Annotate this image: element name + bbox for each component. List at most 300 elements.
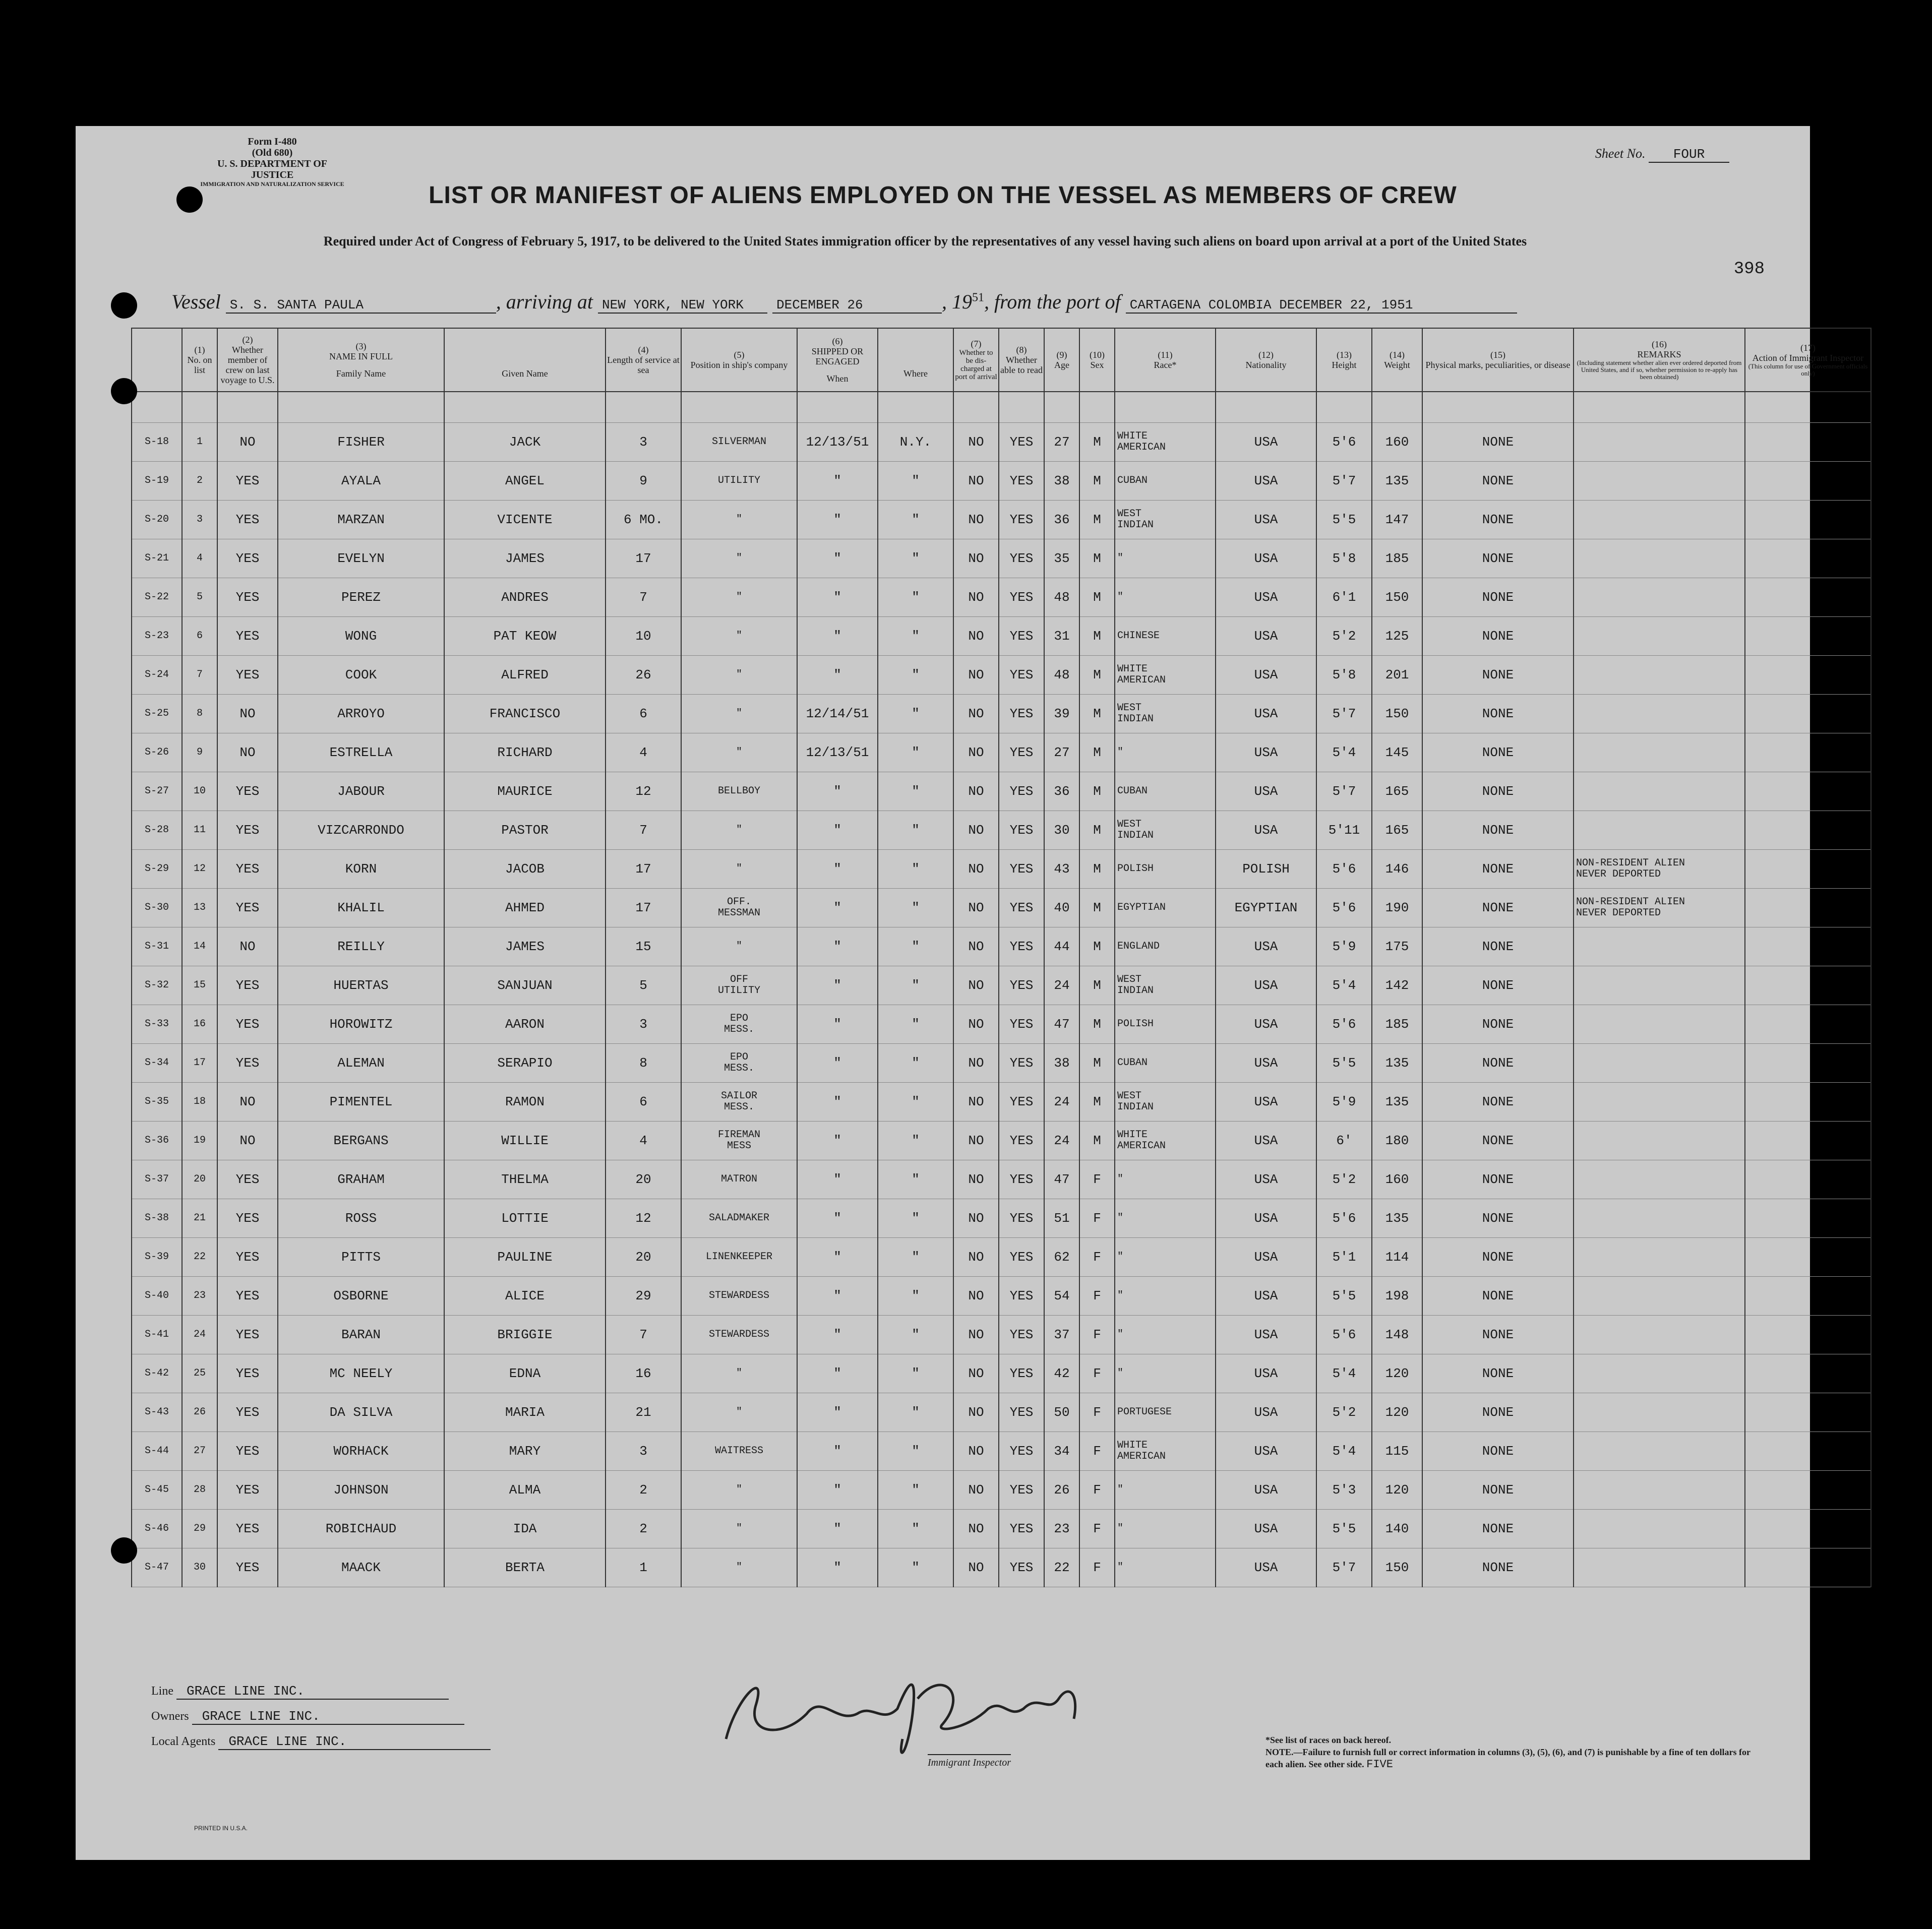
row-age: 40 (1044, 889, 1079, 927)
row-read: YES (999, 617, 1044, 656)
row-inspector-action (1745, 1044, 1871, 1083)
row-length-service: 16 (606, 1354, 681, 1393)
row-age: 24 (1044, 1083, 1079, 1122)
row-list-number: 26 (182, 1393, 217, 1432)
row-shipped-when: " (797, 1044, 878, 1083)
row-read: YES (999, 501, 1044, 539)
row-family-name: EVELYN (278, 539, 444, 578)
row-remarks (1574, 656, 1745, 695)
sheet-number (1595, 146, 1729, 163)
row-list-number: 13 (182, 889, 217, 927)
row-physical-marks: NONE (1422, 1548, 1574, 1587)
row-family-name: FISHER (278, 423, 444, 462)
row-shipped-where: " (878, 1238, 953, 1277)
row-position: " (681, 1393, 797, 1432)
row-last-voyage: YES (217, 1238, 278, 1277)
row-shipped-where: " (878, 501, 953, 539)
row-family-name: ROSS (278, 1199, 444, 1238)
row-age: 36 (1044, 772, 1079, 811)
row-family-name: ARROYO (278, 695, 444, 733)
row-race: " (1115, 1199, 1216, 1238)
header-length-service: (4) Length of service at sea (606, 328, 681, 392)
crew-row (132, 423, 1871, 462)
row-length-service: 10 (606, 617, 681, 656)
row-shipped-where: " (878, 733, 953, 772)
row-age: 24 (1044, 966, 1079, 1005)
row-discharged: NO (953, 811, 999, 850)
row-length-service: 4 (606, 1122, 681, 1160)
row-length-service: 12 (606, 772, 681, 811)
header-list-number: (1) No. on list (182, 328, 217, 392)
header-position: (5) Position in ship's company (681, 328, 797, 392)
punch-hole (111, 292, 137, 319)
row-discharged: NO (953, 1238, 999, 1277)
row-shipped-when: " (797, 617, 878, 656)
row-age: 27 (1044, 423, 1079, 462)
row-height: 5'3 (1316, 1471, 1372, 1510)
arrival-date: DECEMBER 26 (772, 297, 942, 314)
row-list-number: 21 (182, 1199, 217, 1238)
row-list-number: 5 (182, 578, 217, 617)
row-last-voyage: YES (217, 1160, 278, 1199)
row-physical-marks: NONE (1422, 501, 1574, 539)
row-family-name: BARAN (278, 1316, 444, 1354)
row-age: 38 (1044, 1044, 1079, 1083)
row-height: 5'5 (1316, 1277, 1372, 1316)
row-discharged: NO (953, 1548, 999, 1587)
row-shipped-where: N.Y. (878, 423, 953, 462)
row-age: 24 (1044, 1122, 1079, 1160)
row-physical-marks: NONE (1422, 1393, 1574, 1432)
row-list-number: 30 (182, 1548, 217, 1587)
row-race: " (1115, 1548, 1216, 1587)
row-height: 5'5 (1316, 1044, 1372, 1083)
row-position: MATRON (681, 1160, 797, 1199)
row-physical-marks: NONE (1422, 423, 1574, 462)
page-stamp-number: 398 (1733, 260, 1765, 279)
row-nationality: USA (1216, 1005, 1316, 1044)
row-family-name: HUERTAS (278, 966, 444, 1005)
row-length-service: 2 (606, 1510, 681, 1548)
row-nationality: USA (1216, 1354, 1316, 1393)
header-discharged: (7) Whether to be dis-charged at port of arrival (953, 328, 999, 392)
row-inspector-action (1745, 1199, 1871, 1238)
row-discharged: NO (953, 617, 999, 656)
row-age: 44 (1044, 927, 1079, 966)
row-family-name: ROBICHAUD (278, 1510, 444, 1548)
row-remarks (1574, 1238, 1745, 1277)
row-position: " (681, 695, 797, 733)
row-weight: 125 (1372, 617, 1422, 656)
row-height: 5'11 (1316, 811, 1372, 850)
row-last-voyage: YES (217, 811, 278, 850)
row-remarks (1574, 1199, 1745, 1238)
row-position: OFF UTILITY (681, 966, 797, 1005)
row-age: 31 (1044, 617, 1079, 656)
row-discharged: NO (953, 927, 999, 966)
row-inspector-action (1745, 1238, 1871, 1277)
row-height: 5'1 (1316, 1238, 1372, 1277)
row-list-number: 14 (182, 927, 217, 966)
row-family-name: AYALA (278, 462, 444, 501)
row-read: YES (999, 1316, 1044, 1354)
row-position: STEWARDESS (681, 1316, 797, 1354)
row-last-voyage: YES (217, 1005, 278, 1044)
row-sheet-id: S-23 (132, 617, 182, 656)
vessel-name: S. S. SANTA PAULA (226, 297, 496, 314)
arrival-year: 51 (972, 291, 984, 304)
row-given-name: SANJUAN (444, 966, 606, 1005)
row-weight: 180 (1372, 1122, 1422, 1160)
row-list-number: 4 (182, 539, 217, 578)
row-race: " (1115, 578, 1216, 617)
row-discharged: NO (953, 1044, 999, 1083)
row-remarks (1574, 423, 1745, 462)
row-sex: F (1079, 1432, 1115, 1471)
row-family-name: HOROWITZ (278, 1005, 444, 1044)
crew-row (132, 927, 1871, 966)
crew-row (132, 811, 1871, 850)
row-read: YES (999, 1083, 1044, 1122)
row-read: YES (999, 1199, 1044, 1238)
crew-row (132, 1393, 1871, 1432)
row-physical-marks: NONE (1422, 889, 1574, 927)
row-race: CHINESE (1115, 617, 1216, 656)
row-list-number: 22 (182, 1238, 217, 1277)
row-physical-marks: NONE (1422, 617, 1574, 656)
row-nationality: POLISH (1216, 850, 1316, 889)
row-sex: F (1079, 1316, 1115, 1354)
row-remarks (1574, 695, 1745, 733)
row-last-voyage: YES (217, 1471, 278, 1510)
row-sex: M (1079, 733, 1115, 772)
row-length-service: 20 (606, 1160, 681, 1199)
row-shipped-where: " (878, 1277, 953, 1316)
crew-row (132, 966, 1871, 1005)
row-remarks (1574, 1548, 1745, 1587)
crew-row (132, 733, 1871, 772)
row-remarks (1574, 1122, 1745, 1160)
row-shipped-when: " (797, 539, 878, 578)
row-family-name: WONG (278, 617, 444, 656)
row-given-name: ALMA (444, 1471, 606, 1510)
from-label: , from the port of (984, 290, 1121, 313)
row-length-service: 15 (606, 927, 681, 966)
row-read: YES (999, 733, 1044, 772)
row-race: " (1115, 1510, 1216, 1548)
row-last-voyage: YES (217, 1044, 278, 1083)
row-age: 43 (1044, 850, 1079, 889)
row-last-voyage: YES (217, 1432, 278, 1471)
row-inspector-action (1745, 1083, 1871, 1122)
row-nationality: USA (1216, 501, 1316, 539)
row-sex: M (1079, 927, 1115, 966)
row-shipped-when: " (797, 578, 878, 617)
row-age: 22 (1044, 1548, 1079, 1587)
row-last-voyage: YES (217, 1354, 278, 1393)
row-list-number: 11 (182, 811, 217, 850)
row-race: " (1115, 1471, 1216, 1510)
row-shipped-when: " (797, 1393, 878, 1432)
row-read: YES (999, 462, 1044, 501)
row-weight: 120 (1372, 1393, 1422, 1432)
row-shipped-when: " (797, 889, 878, 927)
row-given-name: FRANCISCO (444, 695, 606, 733)
row-sheet-id: S-42 (132, 1354, 182, 1393)
row-race: PORTUGESE (1115, 1393, 1216, 1432)
row-age: 36 (1044, 501, 1079, 539)
row-given-name: MARIA (444, 1393, 606, 1432)
row-remarks (1574, 927, 1745, 966)
row-last-voyage: NO (217, 1122, 278, 1160)
row-given-name: AARON (444, 1005, 606, 1044)
row-height: 5'6 (1316, 889, 1372, 927)
row-remarks (1574, 1432, 1745, 1471)
row-shipped-where: " (878, 850, 953, 889)
row-height: 5'2 (1316, 617, 1372, 656)
row-list-number: 15 (182, 966, 217, 1005)
row-shipped-where: " (878, 927, 953, 966)
row-given-name: ALFRED (444, 656, 606, 695)
row-sheet-id: S-37 (132, 1160, 182, 1199)
row-given-name: WILLIE (444, 1122, 606, 1160)
service-name: IMMIGRATION AND NATURALIZATION SERVICE (200, 180, 344, 188)
row-family-name: KHALIL (278, 889, 444, 927)
row-position: " (681, 578, 797, 617)
row-nationality: USA (1216, 656, 1316, 695)
header-height: (13) Height (1316, 328, 1372, 392)
row-length-service: 3 (606, 423, 681, 462)
row-sheet-id: S-21 (132, 539, 182, 578)
row-shipped-where: " (878, 1083, 953, 1122)
row-inspector-action (1745, 1005, 1871, 1044)
row-nationality: USA (1216, 1238, 1316, 1277)
row-read: YES (999, 927, 1044, 966)
row-remarks (1574, 1160, 1745, 1199)
row-length-service: 26 (606, 656, 681, 695)
row-weight: 120 (1372, 1354, 1422, 1393)
crew-row (132, 1510, 1871, 1548)
row-nationality: USA (1216, 1510, 1316, 1548)
row-inspector-action (1745, 695, 1871, 733)
row-shipped-when: " (797, 927, 878, 966)
row-physical-marks: NONE (1422, 1160, 1574, 1199)
row-sex: M (1079, 501, 1115, 539)
crew-row (132, 1083, 1871, 1122)
row-shipped-where: " (878, 617, 953, 656)
row-physical-marks: NONE (1422, 733, 1574, 772)
row-age: 34 (1044, 1432, 1079, 1471)
penalty-note: NOTE.—Failure to furnish full or correct information in columns (3), (5), (6), and (7) is punishable by a fine of ten dollars for each alien. See other side. (1265, 1747, 1750, 1769)
row-nationality: USA (1216, 1122, 1316, 1160)
header-physical-marks: (15) Physical marks, peculiarities, or disease (1422, 328, 1574, 392)
row-sex: M (1079, 1122, 1115, 1160)
row-weight: 198 (1372, 1277, 1422, 1316)
row-given-name: MAURICE (444, 772, 606, 811)
row-read: YES (999, 539, 1044, 578)
row-remarks: NON-RESIDENT ALIEN NEVER DEPORTED (1574, 889, 1745, 927)
row-given-name: AHMED (444, 889, 606, 927)
row-shipped-when: " (797, 1160, 878, 1199)
departure-port: CARTAGENA COLOMBIA DECEMBER 22, 1951 (1126, 297, 1517, 314)
row-sex: F (1079, 1199, 1115, 1238)
row-inspector-action (1745, 733, 1871, 772)
row-list-number: 2 (182, 462, 217, 501)
row-weight: 201 (1372, 656, 1422, 695)
crew-row (132, 1122, 1871, 1160)
row-shipped-when: " (797, 772, 878, 811)
row-position: " (681, 811, 797, 850)
row-nationality: USA (1216, 1548, 1316, 1587)
crew-row (132, 772, 1871, 811)
row-inspector-action (1745, 927, 1871, 966)
row-age: 30 (1044, 811, 1079, 850)
agents-label: Local Agents (151, 1735, 216, 1748)
row-shipped-where: " (878, 1354, 953, 1393)
row-nationality: USA (1216, 927, 1316, 966)
row-sheet-id: S-20 (132, 501, 182, 539)
row-list-number: 27 (182, 1432, 217, 1471)
row-remarks (1574, 1005, 1745, 1044)
row-given-name: ANDRES (444, 578, 606, 617)
row-physical-marks: NONE (1422, 462, 1574, 501)
header-shipped-where: Where (878, 328, 953, 392)
row-age: 23 (1044, 1510, 1079, 1548)
row-position: UTILITY (681, 462, 797, 501)
crew-row (132, 501, 1871, 539)
row-position: " (681, 1354, 797, 1393)
row-sheet-id: S-33 (132, 1005, 182, 1044)
row-nationality: USA (1216, 1160, 1316, 1199)
row-last-voyage: YES (217, 1277, 278, 1316)
row-physical-marks: NONE (1422, 578, 1574, 617)
row-discharged: NO (953, 462, 999, 501)
row-remarks (1574, 1044, 1745, 1083)
form-identifier (197, 136, 348, 188)
row-weight: 160 (1372, 423, 1422, 462)
row-read: YES (999, 889, 1044, 927)
row-given-name: RICHARD (444, 733, 606, 772)
row-family-name: KORN (278, 850, 444, 889)
row-remarks (1574, 1471, 1745, 1510)
row-sex: M (1079, 423, 1115, 462)
row-list-number: 23 (182, 1277, 217, 1316)
row-weight: 147 (1372, 501, 1422, 539)
row-sex: M (1079, 811, 1115, 850)
row-nationality: USA (1216, 578, 1316, 617)
row-given-name: LOTTIE (444, 1199, 606, 1238)
row-position: " (681, 927, 797, 966)
row-last-voyage: NO (217, 733, 278, 772)
row-physical-marks: NONE (1422, 772, 1574, 811)
row-last-voyage: YES (217, 617, 278, 656)
row-age: 37 (1044, 1316, 1079, 1354)
header-read: (8) Whether able to read (999, 328, 1044, 392)
row-discharged: NO (953, 1393, 999, 1432)
row-remarks (1574, 1083, 1745, 1122)
row-last-voyage: YES (217, 1393, 278, 1432)
row-remarks (1574, 578, 1745, 617)
crew-row (132, 1432, 1871, 1471)
header-spacer-row (132, 392, 1871, 423)
row-length-service: 4 (606, 733, 681, 772)
header-weight: (14) Weight (1372, 328, 1422, 392)
row-inspector-action (1745, 811, 1871, 850)
row-nationality: USA (1216, 695, 1316, 733)
page-subtitle: Required under Act of Congress of February 5, 1917, to be delivered to the United States immigration officer by the representatives of any vessel having such aliens on board upon arrival at a port of the United States (323, 234, 1527, 248)
row-given-name: JACK (444, 423, 606, 462)
row-sheet-id: S-32 (132, 966, 182, 1005)
row-sheet-id: S-41 (132, 1316, 182, 1354)
row-inspector-action (1745, 1316, 1871, 1354)
header-nationality: (12) Nationality (1216, 328, 1316, 392)
row-race: WHITE AMERICAN (1115, 656, 1216, 695)
row-sheet-id: S-19 (132, 462, 182, 501)
row-height: 6' (1316, 1122, 1372, 1160)
row-family-name: DA SILVA (278, 1393, 444, 1432)
row-sheet-id: S-28 (132, 811, 182, 850)
row-race: WEST INDIAN (1115, 1083, 1216, 1122)
row-length-service: 29 (606, 1277, 681, 1316)
row-list-number: 25 (182, 1354, 217, 1393)
row-discharged: NO (953, 501, 999, 539)
row-shipped-where: " (878, 1316, 953, 1354)
row-weight: 135 (1372, 1044, 1422, 1083)
punch-hole (176, 186, 203, 213)
row-race: " (1115, 1354, 1216, 1393)
row-race: POLISH (1115, 1005, 1216, 1044)
header-age: (9) Age (1044, 328, 1079, 392)
row-position: " (681, 617, 797, 656)
row-inspector-action (1745, 423, 1871, 462)
row-length-service: 7 (606, 1316, 681, 1354)
row-shipped-where: " (878, 1044, 953, 1083)
row-physical-marks: NONE (1422, 966, 1574, 1005)
crew-row (132, 850, 1871, 889)
row-height: 5'6 (1316, 1199, 1372, 1238)
row-age: 62 (1044, 1238, 1079, 1277)
row-list-number: 1 (182, 423, 217, 462)
row-last-voyage: YES (217, 966, 278, 1005)
row-shipped-when: " (797, 1548, 878, 1587)
crew-row (132, 462, 1871, 501)
row-weight: 150 (1372, 695, 1422, 733)
row-shipped-where: " (878, 889, 953, 927)
row-nationality: USA (1216, 423, 1316, 462)
row-length-service: 6 MO. (606, 501, 681, 539)
row-height: 5'8 (1316, 656, 1372, 695)
row-discharged: NO (953, 1122, 999, 1160)
row-shipped-when: " (797, 1122, 878, 1160)
row-sheet-id: S-30 (132, 889, 182, 927)
races-note: *See list of races on back hereof. (1265, 1735, 1392, 1745)
row-inspector-action (1745, 1548, 1871, 1587)
row-shipped-where: " (878, 1393, 953, 1432)
row-shipped-when: 12/14/51 (797, 695, 878, 733)
row-nationality: USA (1216, 1277, 1316, 1316)
row-height: 5'6 (1316, 1316, 1372, 1354)
row-list-number: 29 (182, 1510, 217, 1548)
row-length-service: 9 (606, 462, 681, 501)
row-list-number: 16 (182, 1005, 217, 1044)
row-shipped-when: " (797, 1083, 878, 1122)
row-inspector-action (1745, 501, 1871, 539)
crew-row (132, 656, 1871, 695)
row-discharged: NO (953, 889, 999, 927)
row-race: POLISH (1115, 850, 1216, 889)
row-height: 5'5 (1316, 501, 1372, 539)
row-discharged: NO (953, 1510, 999, 1548)
